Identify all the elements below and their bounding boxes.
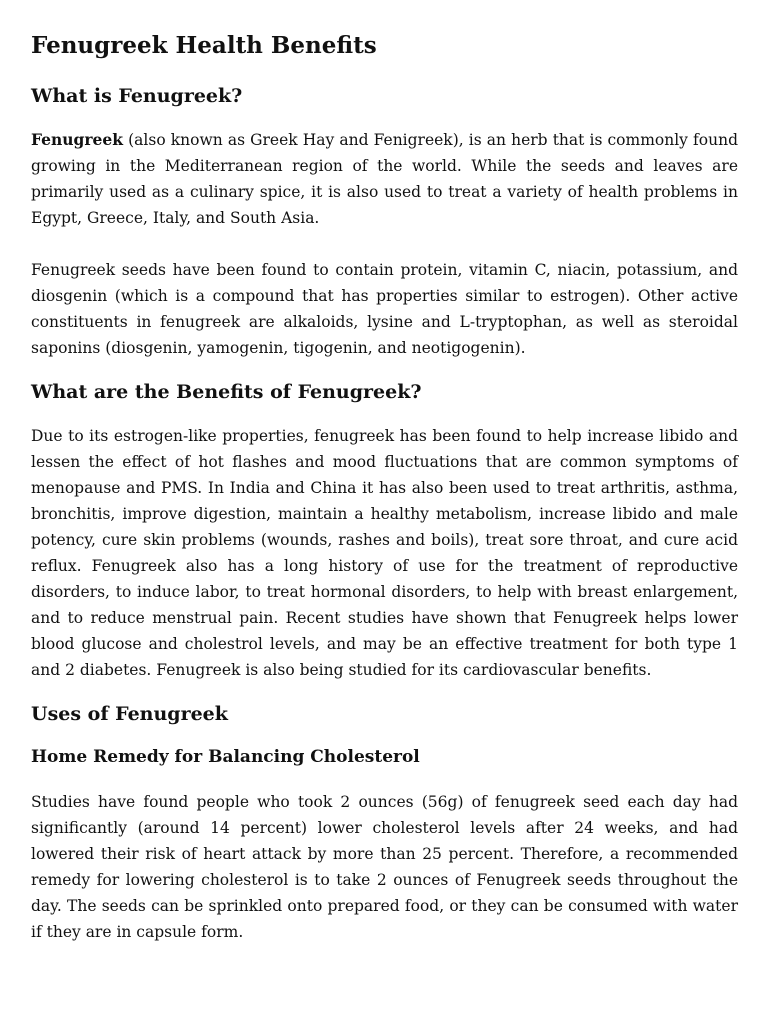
section-heading-uses: Uses of Fenugreek [31,703,228,725]
section-heading-benefits: What are the Benefits of Fenugreek? [31,381,422,403]
section-heading-what-is: What is Fenugreek? [31,85,243,107]
paragraph-what-is-1-text: (also known as Greek Hay and Fenigreek), is an herb that is commonly found growing in the Mediterranean region of the world. While the seeds and leaves are primarily used as a culinary spice, it is also used to treat a variety of health problems in Egypt, Greece, Italy, and South Asia. [31,131,738,227]
bold-term-fenugreek: Fenugreek [31,130,124,149]
page-title: Fenugreek Health Benefits [31,32,377,59]
paragraph-what-is-2: Fenugreek seeds have been found to contain protein, vitamin C, niacin, potassium, and diosgenin (which is a compound that has properties similar to estrogen). Other active constituents in fenugreek are alkaloids, lysine and L-tryptophan, as well as steroidal saponins (diosgenin, yamogenin, tigogenin, and neotigogenin). [31,261,738,357]
paragraph-uses-1: Studies have found people who took 2 ounces (56g) of fenugreek seed each day had significantly (around 14 percent) lower cholesterol levels after 24 weeks, and had lowered their risk of heart attack by more than 25 percent. Therefore, a recommended remedy for lowering cholesterol is to take 2 ounces of Fenugreek seeds throughout the day. The seeds can be sprinkled onto prepared food, or they can be consumed with water if they are in capsule form. [31,793,738,941]
paragraph-what-is-1 [31,127,738,231]
paragraph-benefits-1: Due to its estrogen-like properties, fenugreek has been found to help increase libido and lessen the effect of hot flashes and mood fluctuations that are common symptoms of menopause and PMS. In India and China it has also been used to treat arthritis, asthma, bronchitis, improve digestion, maintain a healthy metabolism, increase libido and male potency, cure skin problems (wounds, rashes and boils), treat sore throat, and cure acid reflux. Fenugreek also has a long history of use for the treatment of reproductive disorders, to induce labor, to treat hormonal disorders, to help with breast enlargement, and to reduce menstrual pain. Recent studies have shown that Fenugreek helps lower blood glucose and cholestrol levels, and may be an effective treatment for both type 1 and 2 diabetes. Fenugreek is also being studied for its cardiovascular benefits. [31,427,738,679]
subheading-cholesterol: Home Remedy for Balancing Cholesterol [31,747,420,767]
